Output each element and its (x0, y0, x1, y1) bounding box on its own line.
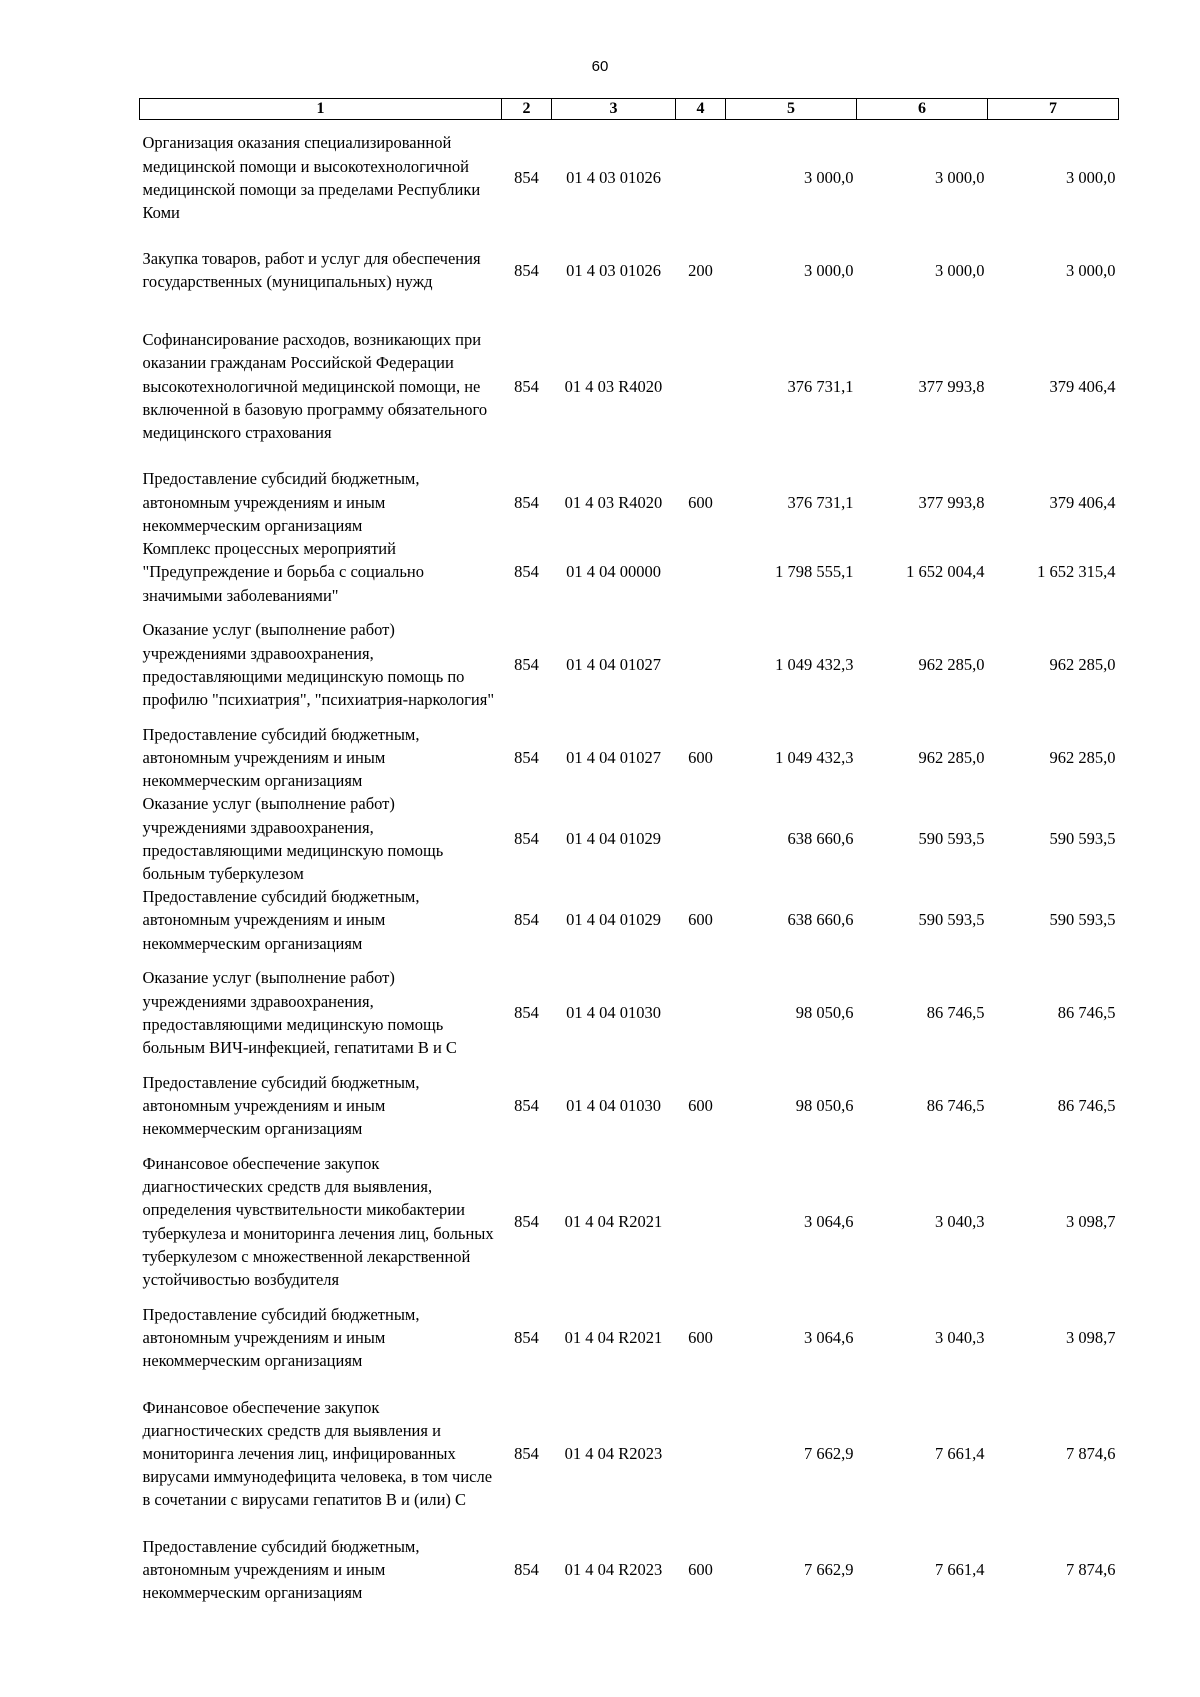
row-name-cell: Закупка товаров, работ и услуг для обеспечения государственных (муниципальных) нужд (142, 249, 481, 292)
row-year2-cell: 962 285,0 (918, 655, 985, 675)
row-grbs-cell: 854 (514, 1095, 539, 1115)
row-year1-cell: 376 731,1 (787, 492, 854, 512)
row-csr-cell: 01 4 03 R4020 (564, 376, 663, 396)
header-col-7: 7 (988, 99, 1119, 120)
row-grbs-cell: 854 (514, 1559, 539, 1579)
row-year3-cell: 86 746,5 (1057, 1095, 1116, 1115)
row-year2-cell: 3 000,0 (935, 260, 985, 280)
row-grbs-cell: 854 (514, 1327, 539, 1347)
row-year1-cell: 1 049 432,3 (775, 747, 854, 767)
row-vr-cell: 600 (688, 492, 713, 512)
row-year1-cell: 3 000,0 (804, 260, 854, 280)
row-csr-cell: 01 4 04 R2021 (564, 1327, 663, 1347)
row-year2-cell: 7 661,4 (935, 1559, 985, 1579)
row-name-cell: Предоставление субсидий бюджетным, автономным учреждениям и иным некоммерческим организациям (142, 1072, 420, 1139)
row-grbs-cell: 854 (514, 562, 539, 582)
row-year2-cell: 377 993,8 (918, 376, 985, 396)
row-vr-cell: 600 (688, 1095, 713, 1115)
row-csr-cell: 01 4 04 01027 (566, 655, 661, 675)
table-row (140, 120, 1119, 236)
row-name-cell: Организация оказания специализированной медицинской помощи и высокотехнологичной медицинской помощи за пределами Республики Коми (142, 133, 481, 222)
row-vr-cell: 200 (688, 260, 713, 280)
row-name-cell: Оказание услуг (выполнение работ) учреждениями здравоохранения, предоставляющими медицинскую помощь больным ВИЧ-инфекцией, гепатитами B и C (142, 968, 457, 1057)
row-name-cell: Оказание услуг (выполнение работ) учреждениями здравоохранения, предоставляющими медицинскую помощь по профилю "психиатрия", "психиатрия-наркология" (142, 620, 495, 709)
row-year3-cell: 590 593,5 (1049, 910, 1116, 930)
row-vr-cell: 600 (688, 1559, 713, 1579)
row-year2-cell: 86 746,5 (926, 1003, 985, 1023)
row-year3-cell: 962 285,0 (1049, 747, 1116, 767)
table-row (140, 1303, 1119, 1373)
row-grbs-cell: 854 (514, 168, 539, 188)
row-name-cell: Финансовое обеспечение закупок диагностических средств для выявления, определения чувствительности микобактерии туберкулеза и мониторинга лечения лиц, больных туберкулезом с множественной лекарственной устойчивостью возбудителя (142, 1153, 494, 1289)
table-row (140, 607, 1119, 723)
row-year1-cell: 7 662,9 (804, 1443, 854, 1463)
row-year3-cell: 7 874,6 (1066, 1443, 1116, 1463)
table-row (140, 1071, 1119, 1141)
row-year1-cell: 3 064,6 (804, 1327, 854, 1347)
row-grbs-cell: 854 (514, 747, 539, 767)
row-vr-cell (676, 792, 726, 885)
row-year2-cell: 86 746,5 (926, 1095, 985, 1115)
row-vr-cell (676, 1372, 726, 1534)
row-year1-cell: 638 660,6 (787, 910, 854, 930)
row-vr-cell (676, 120, 726, 236)
table-row (140, 723, 1119, 793)
row-name-cell: Оказание услуг (выполнение работ) учреждениями здравоохранения, предоставляющими медицинскую помощь больным туберкулезом (142, 794, 444, 883)
row-csr-cell: 01 4 04 01029 (566, 829, 661, 849)
table-row (140, 1372, 1119, 1534)
page-number: 60 (591, 58, 609, 75)
row-year2-cell: 1 652 004,4 (906, 562, 985, 582)
row-name-cell: Предоставление субсидий бюджетным, автономным учреждениям и иным некоммерческим организациям (142, 724, 420, 791)
table-row (140, 792, 1119, 885)
row-year1-cell: 98 050,6 (795, 1003, 854, 1023)
row-name-cell: Предоставление субсидий бюджетным, автономным учреждениям и иным некоммерческим организациям (142, 469, 420, 535)
row-vr-cell: 600 (688, 747, 713, 767)
header-col-5: 5 (726, 99, 857, 120)
row-name-cell: Комплекс процессных мероприятий "Предупреждение и борьба с социально значимыми заболеваниями" (142, 539, 424, 605)
row-year3-cell: 962 285,0 (1049, 655, 1116, 675)
row-grbs-cell: 854 (514, 260, 539, 280)
row-year1-cell: 3 064,6 (804, 1211, 854, 1231)
header-col-3: 3 (552, 99, 676, 120)
table-row (140, 236, 1119, 306)
row-year3-cell: 86 746,5 (1057, 1003, 1116, 1023)
row-year2-cell: 3 000,0 (935, 168, 985, 188)
row-vr-cell: 600 (688, 1327, 713, 1347)
row-year1-cell: 638 660,6 (787, 829, 854, 849)
row-year2-cell: 590 593,5 (918, 910, 985, 930)
row-csr-cell: 01 4 04 R2021 (564, 1211, 663, 1231)
row-name-cell: Предоставление субсидий бюджетным, автономным учреждениям и иным некоммерческим организациям (142, 1304, 420, 1371)
row-year1-cell: 1 798 555,1 (775, 562, 854, 582)
row-vr-cell (676, 305, 726, 467)
row-year1-cell: 98 050,6 (795, 1095, 854, 1115)
row-grbs-cell: 854 (514, 376, 539, 396)
row-year3-cell: 3 000,0 (1066, 168, 1116, 188)
header-col-2: 2 (502, 99, 552, 120)
row-year3-cell: 3 098,7 (1066, 1211, 1116, 1231)
row-year2-cell: 3 040,3 (935, 1211, 985, 1231)
row-csr-cell: 01 4 04 R2023 (564, 1559, 663, 1579)
header-row (140, 99, 1119, 120)
row-csr-cell: 01 4 04 01030 (566, 1003, 661, 1023)
row-year3-cell: 1 652 315,4 (1037, 562, 1116, 582)
row-name-cell: Софинансирование расходов, возникающих при оказании гражданам Российской Федерации высокотехнологичной медицинской помощи, не включенной в базовую программу обязательного медицинского страхования (142, 330, 488, 443)
row-vr-cell (676, 537, 726, 607)
header-col-1: 1 (140, 99, 502, 120)
row-grbs-cell: 854 (514, 829, 539, 849)
row-year1-cell: 376 731,1 (787, 376, 854, 396)
row-year2-cell: 590 593,5 (918, 829, 985, 849)
row-csr-cell: 01 4 04 R2023 (564, 1443, 663, 1463)
row-grbs-cell: 854 (514, 1003, 539, 1023)
header-col-4: 4 (676, 99, 726, 120)
row-year2-cell: 377 993,8 (918, 492, 985, 512)
row-csr-cell: 01 4 04 01029 (566, 910, 661, 930)
row-name-cell: Финансовое обеспечение закупок диагностических средств для выявления и мониторинга лечения лиц, инфицированных вирусами иммунодефицита человека, в том числе в сочетании с вирусами гепатитов B и (или) C (142, 1397, 493, 1510)
table-row (140, 467, 1119, 537)
row-year3-cell: 3 098,7 (1066, 1327, 1116, 1347)
row-grbs-cell: 854 (514, 1443, 539, 1463)
row-grbs-cell: 854 (514, 910, 539, 930)
row-name-cell: Предоставление субсидий бюджетным, автономным учреждениям и иным некоммерческим организациям (142, 1536, 420, 1603)
row-vr-cell: 600 (688, 910, 713, 930)
row-csr-cell: 01 4 04 01030 (566, 1095, 661, 1115)
row-csr-cell: 01 4 03 01026 (566, 260, 661, 280)
row-year3-cell: 590 593,5 (1049, 829, 1116, 849)
row-year1-cell: 1 049 432,3 (775, 655, 854, 675)
row-grbs-cell: 854 (514, 1211, 539, 1231)
row-csr-cell: 01 4 04 01027 (566, 747, 661, 767)
table-body (140, 120, 1119, 1605)
table-row (140, 885, 1119, 955)
row-year3-cell: 7 874,6 (1066, 1559, 1116, 1579)
row-csr-cell: 01 4 04 00000 (566, 562, 661, 582)
row-year1-cell: 3 000,0 (804, 168, 854, 188)
row-csr-cell: 01 4 03 R4020 (564, 492, 663, 512)
header-col-6: 6 (857, 99, 988, 120)
table-row (140, 1140, 1119, 1302)
row-year3-cell: 379 406,4 (1049, 376, 1116, 396)
row-vr-cell (676, 607, 726, 723)
row-csr-cell: 01 4 03 01026 (566, 168, 661, 188)
row-vr-cell (676, 1140, 726, 1302)
row-year3-cell: 3 000,0 (1066, 260, 1116, 280)
row-grbs-cell: 854 (514, 655, 539, 675)
row-year2-cell: 962 285,0 (918, 747, 985, 767)
table-row (140, 1535, 1119, 1605)
row-year2-cell: 7 661,4 (935, 1443, 985, 1463)
row-vr-cell (676, 955, 726, 1071)
budget-table (139, 98, 1119, 1604)
row-year3-cell: 379 406,4 (1049, 492, 1116, 512)
row-name-cell: Предоставление субсидий бюджетным, автономным учреждениям и иным некоммерческим организациям (142, 887, 420, 953)
row-year1-cell: 7 662,9 (804, 1559, 854, 1579)
table-row (140, 305, 1119, 467)
table-row (140, 537, 1119, 607)
row-grbs-cell: 854 (514, 492, 539, 512)
table-row (140, 955, 1119, 1071)
row-year2-cell: 3 040,3 (935, 1327, 985, 1347)
